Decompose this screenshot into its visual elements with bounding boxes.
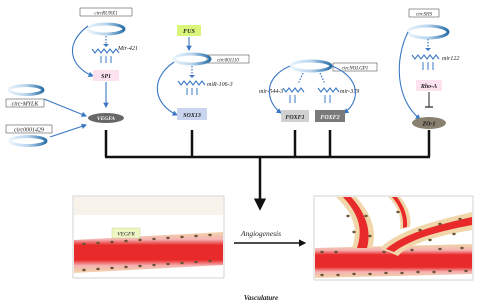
circshs-curve-arrow [399,32,420,119]
circnolgp1-label: circNOLGP1 [341,66,369,72]
vegfr-label: VEGFR [117,231,135,238]
circmylk-label: circ-MYLK [11,101,39,108]
mir122-icon [412,55,439,59]
circmylk-to-vegfa-arrow [44,99,86,116]
mir1063-label: miR-106-3 [207,82,233,88]
vasculature-caption: Vasculature [243,294,279,302]
mir421-icon [92,49,119,53]
convergence-bracket [105,130,430,207]
vessel-after-panel [314,196,473,280]
circ001110-ring-icon [174,54,210,64]
circrunx1-ring-icon [88,24,124,34]
angiogenesis-label: Angiogenesis [241,229,281,238]
pathway-circ0001429 [6,125,86,146]
circ0001429-to-vegfa-arrow [50,125,86,137]
rhoa-label: Rho-A [420,84,438,90]
circ0001429-ring-icon [10,137,46,146]
circ0001429-label: circ0001429 [13,127,45,134]
vegfa-node [88,113,124,123]
mir5443-icon [283,88,304,92]
circshs-label: circSHS [415,12,433,18]
mir421-label: Mir-421 [118,46,138,52]
circnolgp1-sponge-left [298,73,303,84]
circ001110-label: circ001110 [217,58,239,64]
sp1-label: SP1 [100,74,112,80]
pathway-circshs [399,9,459,129]
sox13-label: SOX13 [183,113,201,119]
circnolgp1-sponge-right [320,73,325,84]
vegfa-label: VEGFA [96,116,116,122]
zo1-label: ZO-1 [422,121,436,128]
mir379-label: mir-379 [340,89,360,95]
mir379-icon [318,88,339,92]
circshs-ring-icon [408,26,448,38]
circrunx1-curve-arrow-left [72,26,93,76]
pathway-circnolgp1 [259,61,377,122]
pathway-circ001110 [157,25,249,120]
foxf1-label: FOXF1 [285,115,305,121]
pathway-circrunx1 [72,8,137,107]
vessel-before-bg-top [74,197,223,215]
mir5443-label: mir-544-3 [259,89,284,95]
circ001110-curve-arrow [157,62,177,115]
circnolgp1-ring-icon [291,61,331,71]
foxf2-label: FOXF2 [320,115,340,121]
vessel-before-panel [73,196,224,278]
pathway-circmylk [6,86,86,117]
fus-label: FUS [183,29,195,35]
circmylk-ring-icon [9,86,43,95]
mir122-label: mir122 [442,56,460,62]
angiogenesis-transition [234,229,304,243]
circrunx1-label: circRUNX1 [94,11,118,17]
mir1063-icon [178,81,205,85]
